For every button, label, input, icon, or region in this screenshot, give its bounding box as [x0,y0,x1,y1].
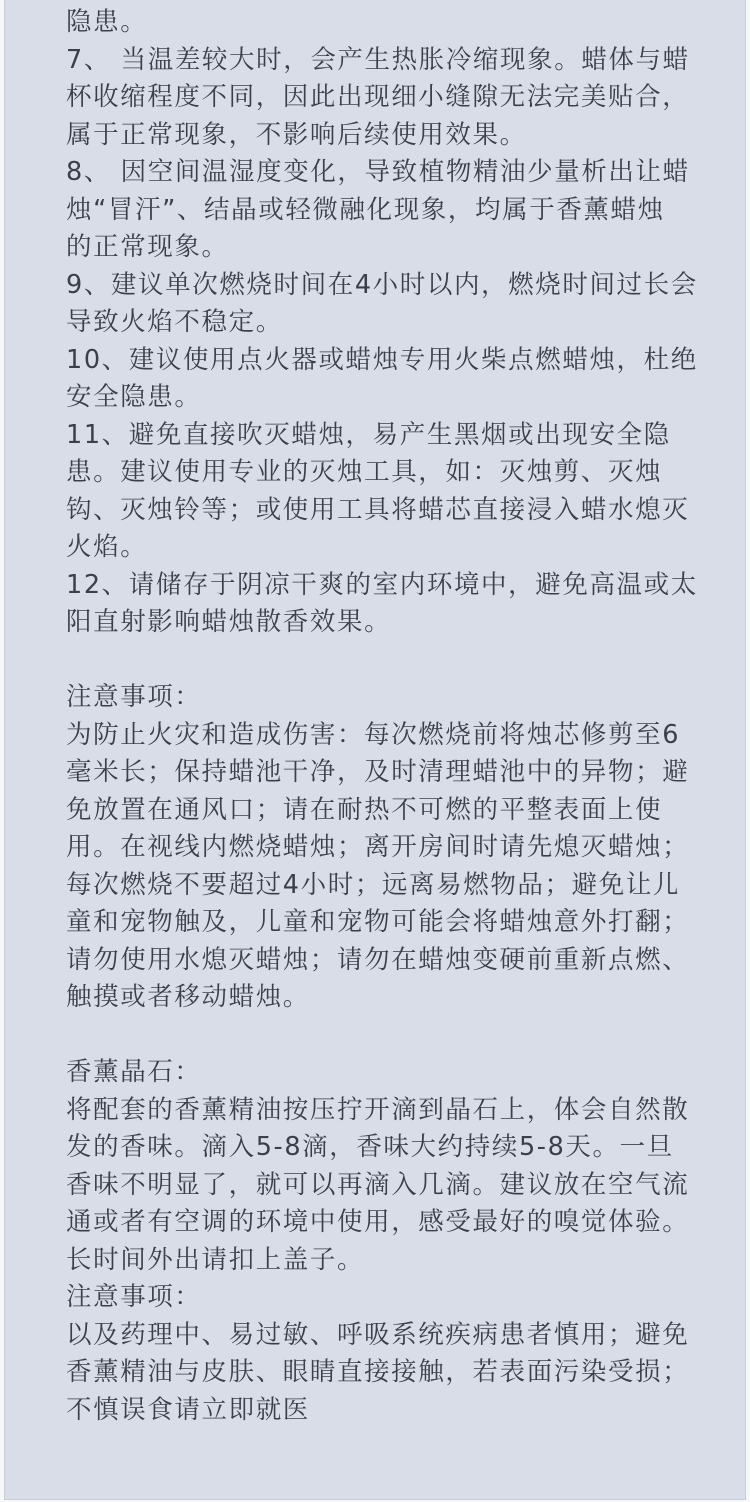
tip-line: 火焰。 [66,532,148,562]
aroma-stone-section [66,1054,706,1429]
tip-line: 7、 当温差较大时，会产生热胀冷缩现象。蜡体与蜡 [66,44,690,75]
candle-notes-line: 童和宠物触及，儿童和宠物可能会将蜡烛意外打翻； [66,907,690,937]
candle-notes-line: 免放置在通风口；请在耐热不可燃的平整表面上使 [66,794,663,825]
content-panel [4,0,746,1500]
candle-notes-line: 触摸或者移动蜡烛。 [66,982,310,1012]
aroma-stone-notes-line: 香薰精油与皮肤、眼睛直接接触，若表面污染受损； [66,1357,690,1387]
tip-line: 11、避免直接吹灭蜡烛，易产生黑烟或出现安全隐 [66,419,671,450]
tip-line: 烛“冒汗”、结晶或轻微融化现象，均属于香薰蜡烛 [66,194,665,225]
candle-notes-line: 毫米长；保持蜡池干净，及时清理蜡池中的异物；避 [66,757,690,787]
aroma-stone-line: 发的香味。滴入5-8滴，香味大约持续5-8天。一旦 [66,1132,674,1162]
aroma-stone-line: 长时间外出请扣上盖子。 [66,1244,365,1275]
tip-line: 阳直射影响蜡烛散香效果。 [66,607,392,637]
aroma-stone-line: 将配套的香薰精油按压拧开滴到晶石上，体会自然散 [66,1094,690,1125]
usage-tips-list [66,4,706,642]
tip-line: 隐患。 [66,7,148,37]
tip-line: 12、请储存于阴凉干爽的室内环境中，避免高温或太 [66,569,698,600]
tip-line: 患。建议使用专业的灭烛工具，如：灭烛剪、灭烛 [66,457,663,487]
aroma-stone-notes-line: 以及药理中、易过敏、呼吸系统疾病患者慎用；避免 [66,1319,690,1350]
tip-line: 10、建议使用点火器或蜡烛专用火柴点燃蜡烛，杜绝 [66,344,698,375]
aroma-stone-notes-line: 不慎误食请立即就医 [66,1394,310,1425]
tip-line: 杯收缩程度不同，因此出现细小缝隙无法完美贴合， [66,82,690,112]
tip-line: 9、建议单次燃烧时间在4小时以内，燃烧时间过长会 [66,269,698,300]
tip-line: 8、 因空间温湿度变化，导致植物精油少量析出让蜡 [66,157,690,187]
candle-notes-line: 为防止火灾和造成伤害：每次燃烧前将烛芯修剪至6 [66,719,681,750]
tip-line: 的正常现象。 [66,232,229,262]
tip-line: 安全隐患。 [66,382,202,412]
candle-notes-line: 请勿使用水熄灭蜡烛；请勿在蜡烛变硬前重新点燃、 [66,944,690,975]
aroma-stone-line: 香味不明显了，就可以再滴入几滴。建议放在空气流 [66,1169,690,1200]
candle-notes-line: 每次燃烧不要超过4小时；远离易燃物品；避免让儿 [66,869,681,900]
aroma-stone-line: 通或者有空调的环境中使用，感受最好的嗅觉体验。 [66,1207,690,1237]
tip-line: 钩、灭烛铃等；或使用工具将蜡芯直接浸入蜡水熄灭 [66,494,690,525]
aroma-stone-notes-heading: 注意事项： [66,1282,202,1312]
section-spacer [66,642,706,680]
section-spacer [66,1017,706,1055]
tip-line: 属于正常现象，不影响后续使用效果。 [66,119,527,150]
candle-notes-section [66,679,706,1017]
tip-line: 导致火焰不稳定。 [66,307,283,337]
instructions-text [66,4,706,1429]
candle-notes-heading: 注意事项： [66,682,202,712]
candle-notes-line: 用。在视线内燃烧蜡烛；离开房间时请先熄灭蜡烛； [66,832,690,862]
aroma-stone-heading: 香薰晶石： [66,1057,202,1087]
